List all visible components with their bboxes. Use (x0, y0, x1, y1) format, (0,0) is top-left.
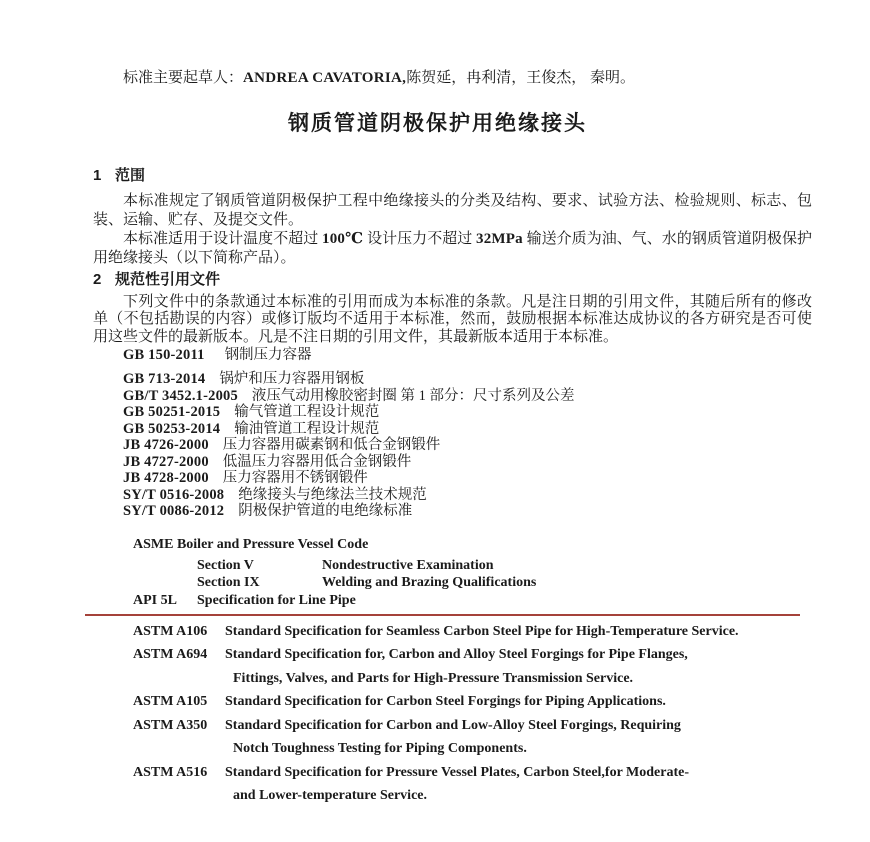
para2-text-post: 输送介质为油、气、水的钢质管道阴极保护用绝缘接头（以下简称产品）。 (93, 231, 812, 266)
asme-section-id: Section V (197, 557, 254, 573)
reference-row (123, 503, 812, 520)
reference-title: Specification for Line Pipe (197, 592, 356, 608)
chinese-references-list (93, 371, 812, 520)
reference-title: 输气管道工程设计规范 (234, 404, 380, 421)
reference-row (123, 487, 812, 504)
reference-row (123, 437, 812, 454)
asme-section-row (197, 557, 812, 575)
section1-paragraph-1: 本标准规定了钢质管道阴极保护工程中绝缘接头的分类及结构、要求、试验方法、检验规则、标志、包装、运输、贮存、及提交文件。 (93, 193, 812, 228)
asme-section-id: Section IX (197, 575, 260, 591)
section2-intro-paragraph: 下列文件中的条款通过本标准的引用而成为本标准的条款。凡是注日期的引用文件，其随后所有的修改单（不包括勘误的内容）或修订版均不适用于本标准，然而，鼓励根据本标准达成协议的各方研究是否可使用这些文件的最新版本。凡是不注日期的引用文件，其最新版本适用于本标准。 (93, 294, 812, 345)
asme-section-title: Nondestructive Examination (322, 557, 494, 573)
reference-title: 压力容器用碳素钢和低合金钢锻件 (222, 437, 441, 454)
reference-row (133, 643, 812, 690)
reference-row (123, 470, 812, 487)
reference-id: API 5L (133, 592, 177, 608)
reference-row (123, 388, 812, 405)
reference-id: SY/T 0086-2012 (123, 503, 225, 520)
reference-id: JB 4726-2000 (123, 437, 209, 454)
reference-title: 阴极保护管道的电绝缘标准 (238, 503, 413, 520)
asme-section-title: Welding and Brazing Qualifications (322, 575, 537, 591)
reference-row (133, 714, 812, 761)
reference-id: ASTM A105 (133, 694, 208, 710)
asme-section-row (197, 574, 812, 592)
reference-id: GB 50253-2014 (123, 420, 221, 437)
reference-description (225, 620, 739, 644)
reference-row (123, 347, 812, 364)
reference-line: Fittings, Valves, and Parts for High-Pressure Transmission Service. (233, 670, 634, 686)
section2-number: 2 (93, 271, 102, 288)
asme-code-title: ASME Boiler and Pressure Vessel Code (133, 536, 369, 552)
reference-description (225, 690, 666, 714)
section2-heading (93, 271, 812, 289)
reference-row (123, 404, 812, 421)
reference-title: 绝缘接头与绝缘法兰技术规范 (238, 486, 427, 503)
reference-line: Standard Specification for Pressure Vessel Plates, Carbon Steel,for Moderate- (225, 764, 690, 780)
section2-heading-label: 规范性引用文件 (115, 271, 221, 288)
reference-title: 输油管道工程设计规范 (234, 420, 380, 437)
reference-row (123, 371, 812, 388)
para2-text-mid: 设计压力不超过 (363, 231, 477, 247)
reference-line: Notch Toughness Testing for Piping Components. (233, 741, 527, 757)
section1-paragraph-2 (93, 230, 812, 268)
reference-line: and Lower-temperature Service. (233, 788, 427, 804)
reference-line: Standard Specification for Carbon and Low-Alloy Steel Forgings, Requiring (225, 717, 681, 733)
para2-pressure-value: 32MPa (476, 231, 523, 247)
reference-description (225, 643, 688, 690)
drafters-prefix: 标准主要起草人： (123, 70, 244, 86)
reference-line: Standard Specification for Carbon Steel Forgings for Piping Applications. (225, 694, 666, 710)
reference-id: JB 4728-2000 (123, 470, 209, 487)
para2-text: 本标准适用于设计温度不超过 (123, 231, 323, 247)
reference-id: ASTM A106 (133, 623, 208, 639)
reference-id: GB 150-2011 (123, 346, 205, 363)
reference-id: GB/T 3452.1-2005 (123, 387, 238, 404)
reference-description (225, 714, 681, 761)
reference-title: 液压气动用橡胶密封圈 第 1 部分：尺寸系列及公差 (251, 387, 575, 404)
reference-id: ASTM A694 (133, 647, 208, 663)
drafters-english-name: ANDREA CAVATORIA, (243, 70, 407, 86)
reference-id: JB 4727-2000 (123, 453, 209, 470)
red-divider-line (85, 614, 800, 616)
reference-title: 钢制压力容器 (224, 346, 312, 363)
drafters-line (93, 70, 812, 87)
asme-sections (93, 557, 812, 592)
api-reference-row (133, 593, 812, 609)
reference-id: GB 50251-2015 (123, 404, 221, 421)
reference-description (225, 761, 689, 808)
section1-heading (93, 167, 812, 185)
drafters-chinese-names: 陈贺延，冉利清，王俊杰， 秦明。 (406, 70, 635, 86)
reference-line: Standard Specification for Seamless Carbon Steel Pipe for High-Temperature Service. (225, 623, 739, 639)
section1-number: 1 (93, 167, 102, 184)
document-title: 钢质管道阴极保护用绝缘接头 (288, 112, 587, 135)
reference-id: ASTM A516 (133, 764, 208, 780)
reference-title: 锅炉和压力容器用钢板 (219, 371, 365, 388)
reference-row (133, 761, 812, 808)
reference-title: 压力容器用不锈钢锻件 (222, 470, 368, 487)
reference-id: ASTM A350 (133, 717, 208, 733)
reference-line: Standard Specification for, Carbon and Alloy Steel Forgings for Pipe Flanges, (225, 647, 688, 663)
reference-row (133, 690, 812, 714)
section1-heading-label: 范围 (115, 167, 146, 184)
reference-row (123, 454, 812, 471)
astm-references-list (93, 620, 812, 808)
para2-temperature-value: 100℃ (322, 231, 364, 247)
reference-id: GB 713-2014 (123, 371, 206, 388)
reference-row (133, 620, 812, 644)
asme-block (93, 536, 812, 609)
reference-title: 低温压力容器用低合金钢锻件 (222, 453, 412, 470)
reference-id: SY/T 0516-2008 (123, 486, 225, 503)
reference-row (123, 421, 812, 438)
